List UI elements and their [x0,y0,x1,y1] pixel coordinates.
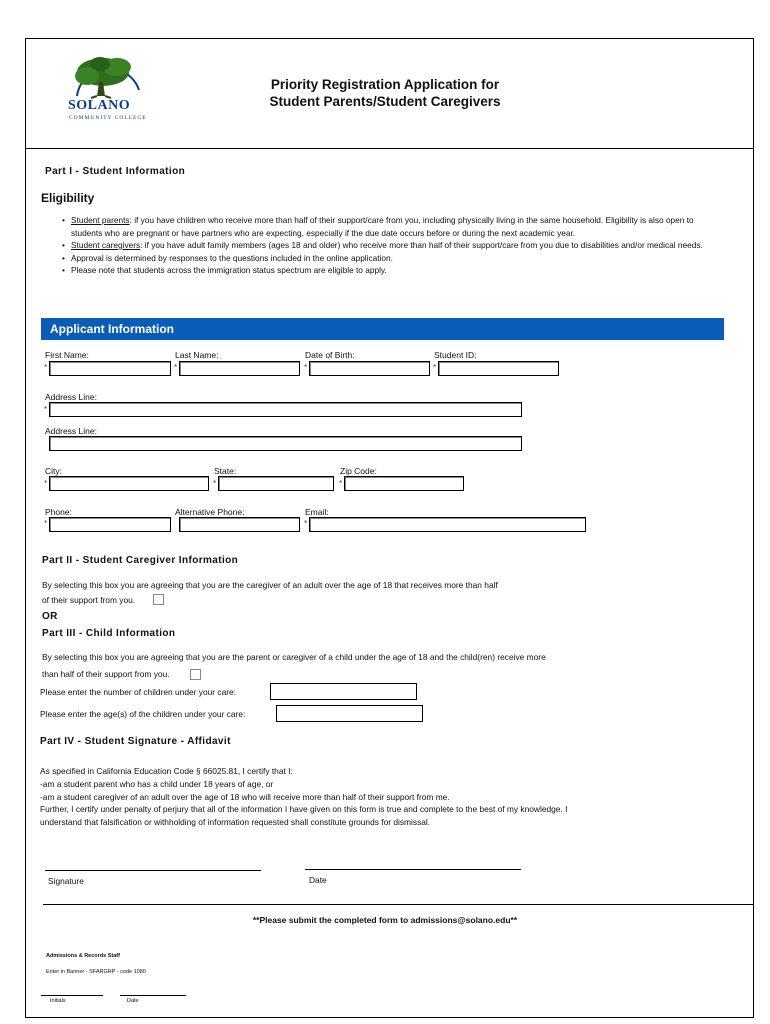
affidavit-line2: -am a student parent who has a child under 18 years of age, or [40,779,274,789]
required-mark: * [433,363,437,372]
affidavit-line4: Further, I certify under penalty of perjury that all of the information I have given on this form is true and complete to the best of my knowledge. I [40,804,568,814]
address-line2-label: Address Line: [45,426,97,436]
or-label: OR [42,611,58,622]
term-student-caregivers: Student caregivers [71,240,141,250]
affidavit-line3: -am a student caregiver of an adult over the age of 18 who will receive more than half of their support from me. [40,792,450,802]
eligibility-item-immigration: • Please note that students across the immigration status spectrum are eligible to apply. [62,264,717,277]
form-title-line2: Student Parents/Student Caregivers [269,94,501,109]
form-title-line1: Priority Registration Application for [270,77,500,92]
footer-divider [43,904,754,905]
email-input[interactable] [309,517,586,532]
term-student-parents: Student parents [71,215,130,225]
email-label: Email: [305,507,329,517]
date-line[interactable] [305,869,521,870]
part3-text-line2: than half of their support from you. [42,669,170,679]
dob-input[interactable] [309,361,430,376]
required-mark: * [304,363,308,372]
student-id-input[interactable] [438,361,559,376]
last-name-label: Last Name: [175,350,219,360]
eligibility-item-caregivers: • Student caregivers: if you have adult family members (ages 18 and older) who receive more than half of their support/care from you due to disabilities and/or medical needs. [62,239,717,252]
required-mark: * [339,479,343,488]
staff-heading: Admissions & Records Staff [46,953,120,959]
part2-text-line2: of their support from you. [42,595,136,605]
applicant-info-band: Applicant Information [41,318,724,340]
num-children-label: Please enter the number of children under your care: [40,687,236,697]
first-name-label: First Name: [45,350,89,360]
city-label: City: [45,466,62,476]
dob-label: Date of Birth: [305,350,355,360]
banner-code-text: Enter in Banner - SFARGRP - code 1080 [46,969,146,975]
header-divider [26,148,754,149]
required-mark: * [44,405,48,414]
part2-heading: Part II - Student Caregiver Information [42,555,239,566]
caregiver-checkbox[interactable] [153,594,164,605]
required-mark: * [304,519,308,528]
alt-phone-input[interactable] [179,517,300,532]
part3-text-line1: By selecting this box you are agreeing that you are the parent or caregiver of a child under the age of 18 and the child(ren) receive more [42,652,546,662]
part2-text-line1: By selecting this box you are agreeing that you are the caregiver of an adult over the age of 18 that receives more than half [42,580,498,590]
part4-heading: Part IV - Student Signature - Affidavit [40,736,231,747]
alt-phone-label: Alternative Phone: [175,507,245,517]
children-ages-label: Please enter the age(s) of the children under your care: [40,709,246,719]
last-name-input[interactable] [179,361,300,376]
first-name-input[interactable] [49,361,171,376]
state-input[interactable] [218,476,334,491]
part1-heading: Part I - Student Information [45,166,186,177]
parent-checkbox[interactable] [190,669,201,680]
children-ages-input[interactable] [276,705,423,722]
eligibility-item-approval: • Approval is determined by responses to the questions included in the online application. [62,252,717,265]
submit-instructions: **Please submit the completed form to admissions@solano.edu** [252,915,518,925]
eligibility-list [62,214,717,277]
address-line1-input[interactable] [49,402,522,417]
logo-wordmark: SOLANO [68,98,131,113]
date-label: Date [309,875,327,885]
phone-input[interactable] [49,517,171,532]
zip-label: Zip Code: [340,466,377,476]
eligibility-item-parents: • Student parents: if you have children who receive more than half of their support/care from you, including physically living in the same household. Eligibility is also open to students who are pregnant or have partners who are expecting, especially if the due date occurs before or during the next academic year. [62,214,717,239]
phone-label: Phone: [45,507,72,517]
signature-line[interactable] [45,870,261,871]
city-input[interactable] [49,476,209,491]
affidavit-line5: understand that falsification or withholding of information requested shall constitute grounds for dismissal. [40,817,431,827]
num-children-input[interactable] [270,683,417,700]
required-mark: * [213,479,217,488]
required-mark: * [44,519,48,528]
initials-label: Initials [50,998,66,1004]
staff-date-line[interactable] [120,995,186,996]
required-mark: * [174,363,178,372]
affidavit-line1: As specified in California Education Code § 66025.81, I certify that I: [40,766,293,776]
student-id-label: Student ID: [434,350,477,360]
address-line2-input[interactable] [49,436,522,451]
logo-subtitle: COMMUNITY COLLEGE [69,115,147,121]
zip-input[interactable] [344,476,464,491]
required-mark: * [44,479,48,488]
initials-line[interactable] [41,995,103,996]
address-line1-label: Address Line: [45,392,97,402]
part3-heading: Part III - Child Information [42,628,176,639]
signature-label: Signature [48,876,84,886]
staff-date-label: Date [127,998,139,1004]
eligibility-heading: Eligibility [41,191,95,205]
required-mark: * [44,363,48,372]
state-label: State: [214,466,237,476]
